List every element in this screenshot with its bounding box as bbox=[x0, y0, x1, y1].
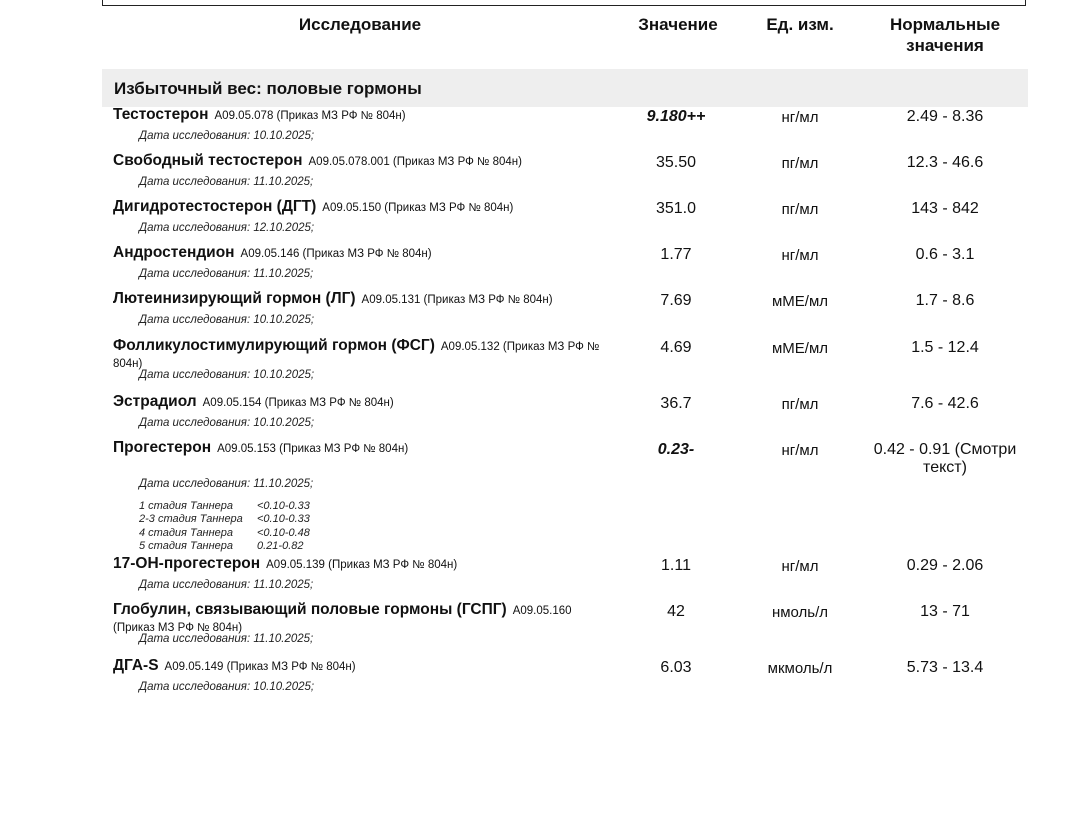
tanner-stage: 1 стадия Таннера bbox=[139, 500, 234, 512]
test-code: A09.05.078 (Приказ МЗ РФ № 804н) bbox=[214, 110, 406, 122]
test-norm: 7.6 - 42.6 bbox=[911, 395, 979, 412]
test-norm: 143 - 842 bbox=[911, 200, 979, 217]
test-name: Тестостерон bbox=[113, 106, 209, 123]
test-norm: 5.73 - 13.4 bbox=[906, 659, 984, 676]
test-norm: 1.7 - 8.6 bbox=[915, 292, 975, 309]
test-date: Дата исследования: 10.10.2025; bbox=[139, 681, 315, 693]
tanner-stages-note bbox=[139, 500, 310, 553]
test-value: 42 bbox=[667, 603, 685, 620]
test-value: 35.50 bbox=[655, 154, 697, 171]
test-code: A09.05.146 (Приказ МЗ РФ № 804н) bbox=[240, 248, 432, 260]
test-norm: 12.3 - 46.6 bbox=[906, 154, 984, 171]
test-unit: нг/мл bbox=[781, 442, 819, 459]
test-norm: 13 - 71 bbox=[920, 603, 970, 620]
test-code: A09.05.149 (Приказ МЗ РФ № 804н) bbox=[164, 661, 356, 673]
test-name-cell bbox=[113, 107, 608, 124]
test-name: Андростендион bbox=[113, 244, 235, 261]
test-value: 7.69 bbox=[660, 292, 692, 309]
test-norm: 2.49 - 8.36 bbox=[906, 108, 984, 125]
test-name: Дигидротестостерон (ДГТ) bbox=[113, 198, 317, 215]
test-value: 6.03 bbox=[660, 659, 692, 676]
tanner-range: <0.10-0.33 bbox=[257, 500, 310, 512]
test-code: A09.05.078.001 (Приказ МЗ РФ № 804н) bbox=[308, 156, 522, 168]
test-code: A09.05.139 (Приказ МЗ РФ № 804н) bbox=[266, 559, 458, 571]
test-unit: мкмоль/л bbox=[767, 660, 833, 677]
header-unit: Ед. изм. bbox=[766, 15, 834, 34]
test-name: Свободный тестостерон bbox=[113, 152, 303, 169]
test-name-cell bbox=[113, 245, 608, 262]
test-unit: пг/мл bbox=[781, 201, 819, 218]
header-norm-line1: Нормальные bbox=[889, 15, 1001, 34]
test-name: 17-ОН-прогестерон bbox=[113, 555, 261, 572]
test-date: Дата исследования: 11.10.2025; bbox=[139, 268, 314, 280]
header-norm-line2: значения bbox=[906, 36, 984, 55]
test-unit: мМЕ/мл bbox=[771, 293, 829, 310]
test-unit: мМЕ/мл bbox=[771, 340, 829, 357]
test-name-cell bbox=[113, 338, 608, 372]
header-study: Исследование bbox=[298, 15, 422, 34]
test-date: Дата исследования: 11.10.2025; bbox=[139, 633, 314, 645]
test-value: 9.180++ bbox=[646, 108, 706, 125]
test-norm: 1.5 - 12.4 bbox=[911, 339, 979, 356]
test-code: A09.05.150 (Приказ МЗ РФ № 804н) bbox=[322, 202, 514, 214]
test-date: Дата исследования: 10.10.2025; bbox=[139, 130, 315, 142]
test-name-cell bbox=[113, 394, 608, 411]
test-date: Дата исследования: 12.10.2025; bbox=[139, 222, 315, 234]
test-name: Лютеинизирующий гормон (ЛГ) bbox=[113, 290, 356, 307]
tanner-row bbox=[139, 540, 310, 553]
test-code: A09.05.153 (Приказ МЗ РФ № 804н) bbox=[217, 443, 409, 455]
test-name: Глобулин, связывающий половые гормоны (ГСПГ) bbox=[113, 601, 507, 618]
test-value: 0.23- bbox=[657, 441, 695, 458]
test-value: 1.77 bbox=[660, 246, 692, 263]
tanner-range: <0.10-0.33 bbox=[257, 513, 310, 526]
table-header bbox=[0, 14, 1080, 64]
test-name-cell bbox=[113, 291, 608, 308]
report-top-frame bbox=[102, 0, 1026, 6]
test-name: Эстрадиол bbox=[113, 393, 197, 410]
test-value: 1.11 bbox=[661, 557, 691, 574]
test-code: A09.05.132 (Приказ МЗ РФ № 804н) bbox=[113, 341, 600, 370]
test-name-cell bbox=[113, 440, 608, 457]
test-unit: пг/мл bbox=[781, 396, 819, 413]
test-norm: 0.29 - 2.06 bbox=[906, 557, 984, 574]
test-name: ДГА-S bbox=[113, 657, 159, 674]
test-code: A09.05.160 (Приказ МЗ РФ № 804н) bbox=[113, 605, 572, 634]
section-title: Избыточный вес: половые гормоны bbox=[114, 79, 422, 98]
test-code: A09.05.131 (Приказ МЗ РФ № 804н) bbox=[361, 294, 553, 306]
tanner-row bbox=[139, 527, 310, 540]
test-date: Дата исследования: 10.10.2025; bbox=[139, 417, 315, 429]
test-norm: 0.6 - 3.1 bbox=[915, 246, 975, 263]
tanner-stage: 2-3 стадия Таннера bbox=[139, 513, 243, 526]
tanner-stage: 4 стадия Таннера bbox=[139, 526, 234, 539]
test-date: Дата исследования: 10.10.2025; bbox=[139, 369, 315, 381]
header-norm bbox=[862, 14, 1028, 56]
test-name-cell bbox=[113, 556, 608, 573]
test-norm: 0.42 - 0.91 (Смотри текст) bbox=[873, 441, 1017, 476]
test-value: 36.7 bbox=[660, 395, 692, 412]
tanner-stage: 5 стадия Таннера bbox=[139, 539, 234, 552]
tanner-range: <0.10-0.48 bbox=[257, 526, 310, 539]
test-name: Прогестерон bbox=[113, 439, 212, 456]
test-name-cell bbox=[113, 602, 608, 636]
tanner-row bbox=[139, 513, 310, 526]
test-date: Дата исследования: 10.10.2025; bbox=[139, 314, 315, 326]
test-name-cell bbox=[113, 658, 608, 675]
test-unit: нмоль/л bbox=[771, 604, 829, 621]
test-unit: нг/мл bbox=[781, 247, 819, 264]
test-name-cell bbox=[113, 199, 608, 216]
test-date: Дата исследования: 11.10.2025; bbox=[139, 176, 314, 188]
test-date: Дата исследования: 11.10.2025; bbox=[139, 579, 314, 591]
test-unit: нг/мл bbox=[781, 558, 819, 575]
tanner-range: 0.21-0.82 bbox=[257, 539, 304, 552]
section-band bbox=[102, 69, 1028, 107]
tanner-row bbox=[139, 500, 310, 513]
test-unit: нг/мл bbox=[781, 109, 819, 126]
test-value: 4.69 bbox=[660, 339, 692, 356]
test-value: 351.0 bbox=[655, 200, 697, 217]
test-date: Дата исследования: 11.10.2025; bbox=[139, 478, 314, 490]
test-unit: пг/мл bbox=[781, 155, 819, 172]
test-code: A09.05.154 (Приказ МЗ РФ № 804н) bbox=[202, 397, 394, 409]
header-value: Значение bbox=[638, 15, 718, 34]
test-name-cell bbox=[113, 153, 608, 170]
test-name: Фолликулостимулирующий гормон (ФСГ) bbox=[113, 337, 435, 354]
